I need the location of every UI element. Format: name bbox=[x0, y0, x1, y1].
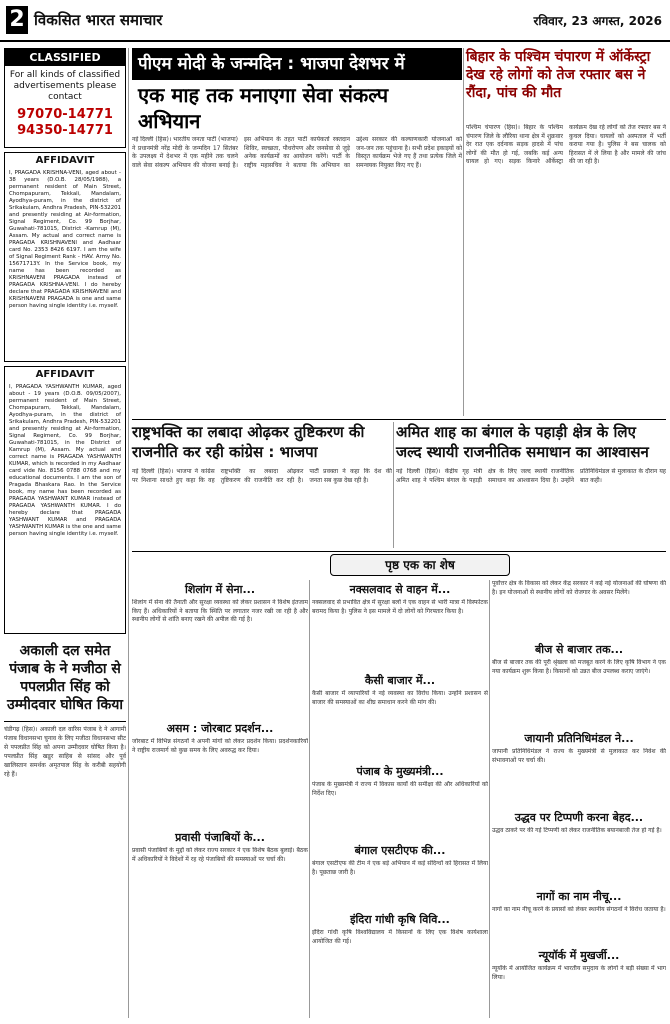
classified-phone-2: 94350-14771 bbox=[17, 123, 113, 138]
congress-story-headline-box bbox=[132, 422, 392, 464]
col2-section-2-text: कैसी बाजार में व्यापारियों ने नई व्यवस्था का विरोध किया। उन्होंने प्रशासन से बाजार की समस्याओं का शीघ्र समाधान करने की मांग की। bbox=[312, 690, 488, 706]
bihar-story-headline: बिहार के पश्चिम चंपारण में ऑर्केस्ट्रा देख रहे लोगों को तेज रफ्तार बस ने रौंदा, पांच की मौत bbox=[466, 49, 651, 101]
pm-story-text: नई दिल्ली (हिस)। भारतीय जनता पार्टी (भाजपा) ने प्रधानमंत्री नरेंद्र मोदी के जन्मदिन 17 सितंबर के उपलक्ष्य में देशभर में एक महीने तक चलने वाले सेवा संकल्प अभियान की योजना बनाई है। इस अभियान के तहत पार्टी कार्यकर्ता रक्तदान शिविर, स्वच्छता, पौधरोपण और जनसेवा से जुड़े अनेक कार्यक्रमों का आयोजन करेंगे। पार्टी के राष्ट्रीय महासचिव ने बताया कि अभियान का उद्देश्य सरकार की कल्याणकारी योजनाओं को जन-जन तक पहुंचाना है। सभी प्रदेश इकाइयों को विस्तृत कार्यक्रम भेजे गए हैं तथा प्रत्येक जिले में समन्वयक नियुक्त किए गए हैं। bbox=[132, 136, 462, 169]
col1-section-2-heading: असम : जोरबाट प्रदर्शन... bbox=[166, 722, 274, 735]
col1-section-3-heading: प्रवासी पंजाबियों के... bbox=[175, 831, 265, 844]
classified-box bbox=[4, 48, 126, 148]
shah-story-headline: अमित शाह का बंगाल के पहाड़ी क्षेत्र के लिए जल्द स्थायी राजनीतिक समाधान का आश्वासन bbox=[396, 423, 649, 461]
classified-title: CLASSIFIED bbox=[5, 49, 125, 66]
masthead bbox=[0, 0, 670, 42]
col3-section-2-text: बीज से बाजार तक की पूरी श्रृंखला को मजबूत करने के लिए कृषि विभाग ने एक नया कार्यक्रम शुरू किया है। किसानों को उन्नत बीज उपलब्ध कराए जाएंगे। bbox=[492, 659, 666, 675]
col2-section-4-heading: इंदिरा गांधी कृषि विवि... bbox=[350, 913, 450, 926]
column-rule bbox=[393, 422, 394, 548]
section-rule bbox=[132, 551, 666, 552]
pm-headline-line-1: पीएम मोदी के जन्मदिन : भाजपा देशभर में bbox=[132, 48, 462, 80]
col2-section-2-heading: कैसी बाजार में... bbox=[364, 674, 436, 687]
page-number: 2 bbox=[6, 6, 28, 34]
lower-column-1 bbox=[132, 580, 308, 1018]
col1-section-2-text: जोरबाट में विभिन्न संगठनों ने अपनी मांगों को लेकर प्रदर्शन किया। प्रदर्शनकारियों ने राष्ट्रीय राजमार्ग को कुछ समय के लिए अवरुद्ध कर दिया। bbox=[132, 738, 308, 754]
affidavit-2-title: AFFIDAVIT bbox=[35, 369, 95, 380]
col2-section-1-heading: नक्सलवाद से वाहन में... bbox=[349, 583, 451, 596]
dateline: रविवार, 23 अगस्त, 2026 bbox=[533, 14, 662, 28]
bihar-story-headline-box bbox=[466, 48, 666, 120]
column-rule bbox=[489, 580, 490, 1018]
col3-section-2-heading: बीज से बाजार तक... bbox=[534, 643, 624, 656]
column-rule bbox=[309, 580, 310, 1018]
affidavit-2 bbox=[4, 366, 126, 634]
affidavit-2-text: I, PRAGADA YASHWANTH KUMAR, aged about - 19 years (D.O.B. 09/05/2007), permanent resident of Main Street, Chompapuram, Tekkali, Mandalam, Ayodhya-puram, in the district of Srikakulam, Andhra Pradesh, PIN-532201 and presently residing at Air-formation, Signal Regiment, Co. 99 Borjhar, Guwahati-781015, in the District of Kamrup (M), Assam. My actual and correct name is PRAGADA YASHWANTH KUMAR, which is recorded in my Aadhaar card vide No. 8156 0788 0768 and my educational documents. I am the son of Pragada Bhaskara Rao. In the Service book, my name has been recorded as PRAGADA YASHWANT KUMAR instead of PRAGADA YASHWANTH KUMAR. I do hereby declare that PRAGADA YASHWANT KUMAR and PRAGADA YASHWANTH KUMAR is the one and same person having single identity i.e. myself. bbox=[9, 384, 121, 537]
col2-mid-text: पंजाब के मुख्यमंत्री ने राज्य में विकास कार्यों की समीक्षा की और अधिकारियों को निर्देश दिए। bbox=[312, 781, 488, 797]
section-rule bbox=[132, 419, 666, 420]
col1-section-1-heading: शिलांग में सेना... bbox=[185, 583, 255, 596]
shah-story-headline-box bbox=[396, 422, 666, 464]
col1-section-3-text: प्रवासी पंजाबियों के मुद्दों को लेकर राज्य सरकार ने एक विशेष बैठक बुलाई। बैठक में अधिकारियों ने विदेशों में रह रहे पंजाबियों की समस्याओं पर चर्चा की। bbox=[132, 847, 308, 863]
page-one-remainder-banner: पृष्ठ एक का शेष bbox=[330, 554, 510, 576]
col3-section-1-text: पूर्वोत्तर क्षेत्र के विकास को लेकर केंद्र सरकार ने कई नई योजनाओं की घोषणा की है। इन योजनाओं से स्थानीय लोगों को रोजगार के अवसर मिलेंगे। bbox=[492, 580, 666, 596]
col1-mid-text: नागों का नाम नीचू करने के प्रयासों को लेकर स्थानीय संगठनों ने विरोध जताया है। bbox=[492, 906, 666, 913]
congress-story-text: नई दिल्ली (हिस)। भाजपा ने कांग्रेस पर निशाना साधते हुए कहा कि वह राष्ट्रभक्ति का लबादा ओढ़कर तुष्टिकरण की राजनीति कर रही है। पार्टी प्रवक्ता ने कहा कि देश की जनता सब कुछ देख रही है। bbox=[132, 468, 392, 484]
col1-section-1-text: शिलांग में सेना की तैनाती और सुरक्षा व्यवस्था को लेकर प्रशासन ने विशेष इंतजाम किए हैं। अधिकारियों ने बताया कि स्थिति पर लगातार नजर रखी जा रही है और स्थानीय लोगों से शांति बनाए रखने की अपील की गई है। bbox=[132, 599, 308, 623]
left-news-headline: अकाली दल समेत पंजाब के ने मजीठा से पपलप्रीत सिंह को उम्मीदवार घोषित किया bbox=[7, 643, 123, 713]
col3-section-5-text: न्यूयॉर्क में आयोजित कार्यक्रम में भारतीय समुदाय के लोगों ने बड़ी संख्या में भाग लिया। bbox=[492, 965, 666, 981]
shah-story-text: नई दिल्ली (हिस)। केंद्रीय गृह मंत्री अमित शाह ने पश्चिम बंगाल के पहाड़ी क्षेत्र के लिए जल्द स्थायी राजनीतिक समाधान का आश्वासन दिया है। उन्होंने प्रतिनिधिमंडल से मुलाकात के दौरान यह बात कही। bbox=[396, 468, 666, 484]
col3-section-3-text: जापानी प्रतिनिधिमंडल ने राज्य के मुख्यमंत्री से मुलाकात कर निवेश की संभावनाओं पर चर्चा की। bbox=[492, 748, 666, 764]
classified-phone-1: 97070-14771 bbox=[17, 107, 113, 122]
col3-section-4-text: उद्धव ठाकरे पर की गई टिप्पणी को लेकर राजनीतिक बयानबाजी तेज हो गई है। bbox=[492, 827, 662, 834]
col3-section-3-heading: जायानी प्रतिनिधिमंडल ने... bbox=[524, 732, 634, 745]
col2-section-3-heading: बंगाल एसटीएफ की... bbox=[354, 844, 446, 857]
column-rule bbox=[128, 48, 129, 1018]
left-news-story bbox=[4, 638, 126, 1018]
pm-headline-line-2: एक माह तक मनाएगा सेवा संकल्प अभियान bbox=[138, 83, 389, 133]
col1-mid-heading: नागों का नाम नीचू... bbox=[536, 890, 622, 903]
bihar-story-text: पश्चिम चंपारण (हिस)। बिहार के पश्चिम चंपारण जिले के लौरिया थाना क्षेत्र में शुक्रवार देर रात एक दर्दनाक सड़क हादसे में पांच लोगों की मौत हो गई, जबकि कई अन्य घायल हो गए। सड़क किनारे ऑर्केस्ट्रा कार्यक्रम देख रहे लोगों को तेज रफ्तार बस ने कुचल दिया। घायलों को अस्पताल में भर्ती कराया गया है। पुलिस ने बस चालक को हिरासत में ले लिया है और मामले की जांच की जा रही है। bbox=[466, 124, 666, 165]
pm-story-headline bbox=[132, 48, 462, 133]
col2-mid-heading: पंजाब के मुख्यमंत्री... bbox=[356, 765, 444, 778]
left-news-text: चंडीगढ़ (हिस)। अकाली दल वारिस पंजाब दे ने आगामी पंजाब विधानसभा चुनाव के लिए मजीठा विधानसभा सीट से पपलप्रीत सिंह को अपना उम्मीदवार घोषित किया है। पपलप्रीत सिंह खडूर साहिब से सांसद और पूर्व खालिस्तान समर्थक अमृतपाल सिंह के करीबी सहयोगी रहे हैं। bbox=[4, 726, 126, 778]
paper-name: विकसित भारत समाचार bbox=[34, 11, 163, 29]
column-rule bbox=[463, 48, 464, 416]
affidavit-1-text: I, PRAGADA KRISHNA-VENI, aged about - 38 years (D.O.B. 28/05/1988), a permanent resident of Main Street, Chompapuram, Tekkali, Mandalam, Ayodhya-puram, in the district of Srikakulam, Andhra Pradesh, PIN-532201 and presently residing at Air-formation, Signal Regiment, Co. 99 Borjhar, Guwahati-781015, District -Kamrup (M), Assam. My actual and correct name is PRAGADA KRISHNAVENI and Aadhaar card No. 2353 8426 6197. I am the wife of Signal Regiment Rank - HAV. Army No. 15671713Y. In the Service book, my name has been recorded as KRISHNAVENI PRAGADA instead of PRAGADA KRISHNA-VENI. I do hereby declare that PRAGADA KRISHNAVENI and KRISHNAVENI PRAGADA is one and same person having single identity i.e. myself. bbox=[9, 170, 121, 309]
col2-section-3-text: बंगाल एसटीएफ की टीम ने एक बड़े अभियान में कई संदिग्धों को हिरासत में लिया है। पूछताछ जारी है। bbox=[312, 860, 488, 876]
affidavit-1-title: AFFIDAVIT bbox=[35, 155, 95, 166]
col2-section-1-text: नक्सलवाद से प्रभावित क्षेत्र में सुरक्षा बलों ने एक वाहन से भारी मात्रा में विस्फोटक बरामद किया है। पुलिस ने इस मामले में दो लोगों को गिरफ्तार किया है। bbox=[312, 599, 488, 615]
col3-section-5-heading: न्यूयॉर्क में मुखर्जी... bbox=[538, 949, 620, 962]
congress-story-headline: राष्ट्रभक्ति का लबादा ओढ़कर तुष्टिकरण की राजनीति कर रही कांग्रेस : भाजपा bbox=[132, 423, 365, 461]
classified-body: For all kinds of classified advertisements please contact bbox=[9, 70, 121, 102]
lower-column-2 bbox=[312, 580, 488, 1018]
lower-column-3 bbox=[492, 580, 666, 1018]
affidavit-1 bbox=[4, 152, 126, 362]
col2-section-4-text: इंदिरा गांधी कृषि विश्वविद्यालय में किसानों के लिए एक विशेष कार्यशाला आयोजित की गई। bbox=[312, 929, 488, 945]
col3-section-4-heading: उद्धव पर टिप्पणी करना बेहद... bbox=[514, 811, 644, 824]
